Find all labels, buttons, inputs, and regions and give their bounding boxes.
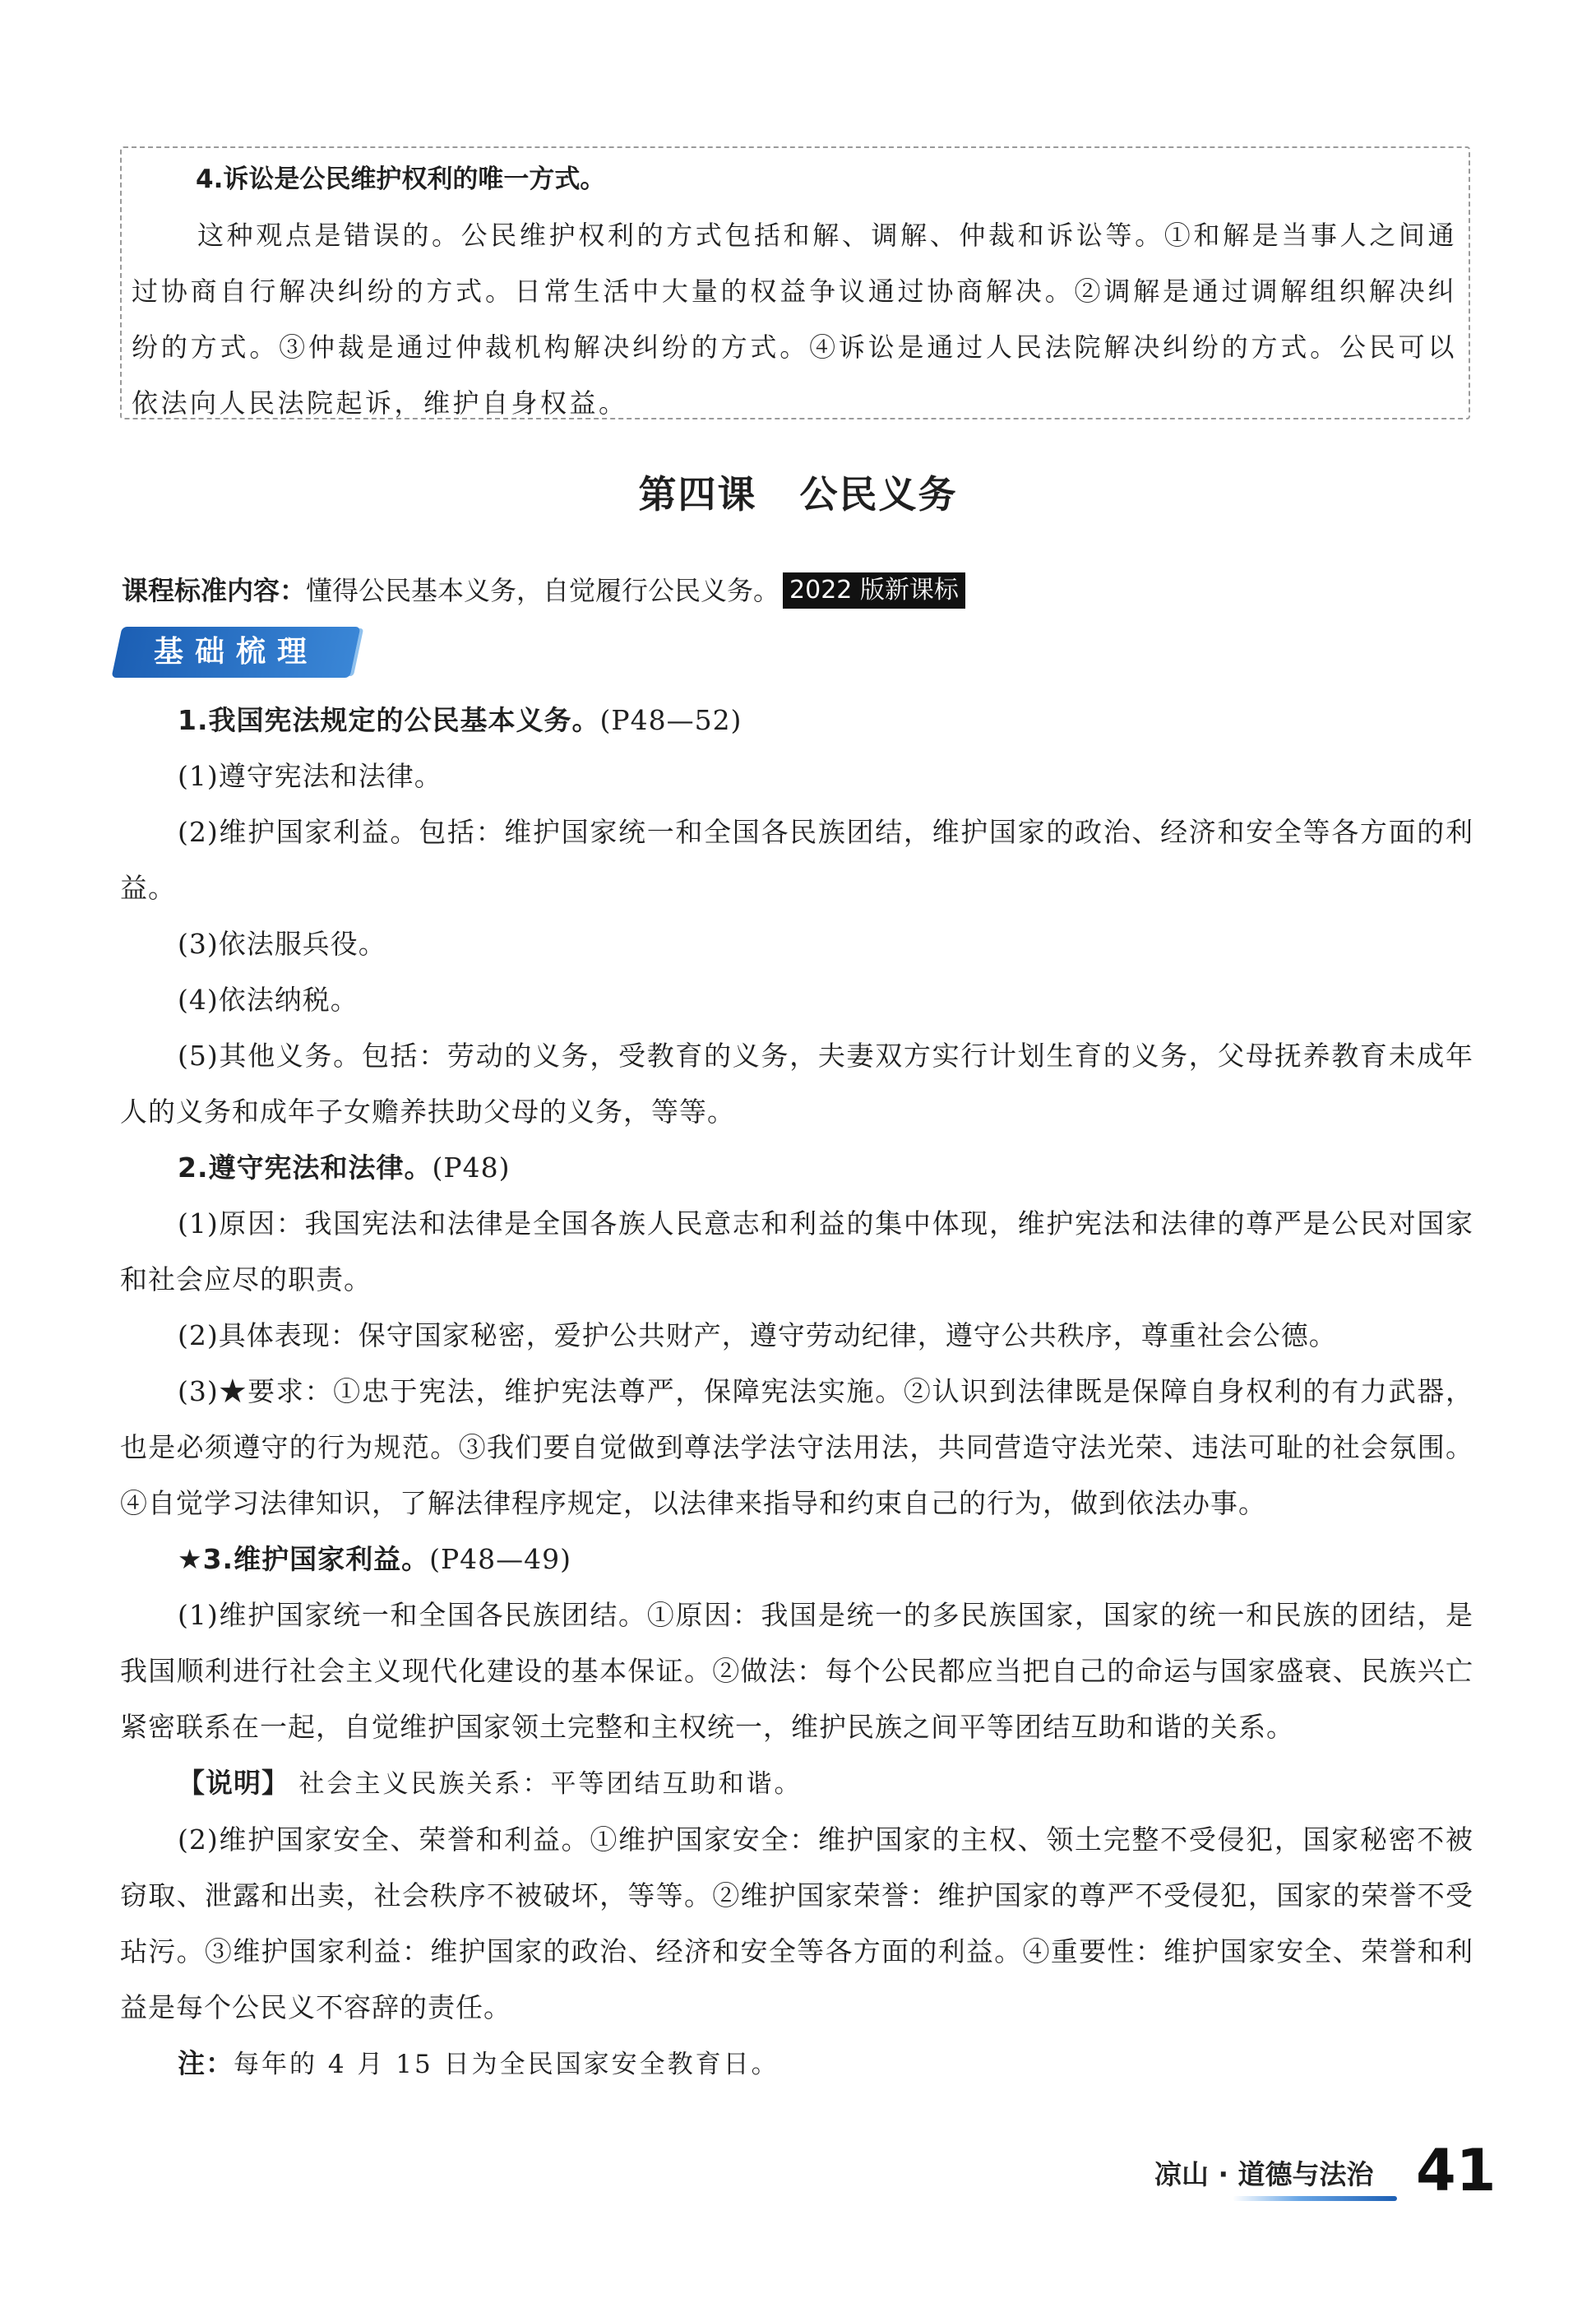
item-1-1: (1)遵守宪法和法律。 xyxy=(178,760,442,792)
page-number: 41 xyxy=(1416,2137,1497,2204)
answer-text: 这种观点是错误的。公民维护权利的方式包括和解、调解、仲裁和诉讼等。①和解是当事人之间通过协商自行解决纠纷的方式。日常生活中大量的权益争议通过协商解决。②调解是通过调解组织解决纠纷的方式。③仲裁是通过仲裁机构解决纠纷的方式。④诉讼是通过人民法院解决纠纷的方式。公民可以依法向人民法院起诉，维护自身权益。 xyxy=(132,220,1457,419)
main-content xyxy=(120,693,1473,2092)
curriculum-standard xyxy=(122,568,965,614)
badge-text: 基础梳理 xyxy=(153,635,318,669)
new-standard-tag: 2022 版新课标 xyxy=(783,572,965,609)
item-1-2: (2)维护国家利益。包括：维护国家统一和全国各民族团结，维护国家的政治、经济和安全等各方面的利益。 xyxy=(120,816,1473,904)
footer-underline xyxy=(1233,2196,1397,2201)
question-title: 4.诉讼是公民维护权利的唯一方式。 xyxy=(196,164,606,194)
item-1-heading: 1.我国宪法规定的公民基本义务。(P48—52) xyxy=(178,704,742,736)
item-3-2: (2)维护国家安全、荣誉和利益。①维护国家安全：维护国家的主权、领土完整不受侵犯，国家秘密不被窃取、泄露和出卖，社会秩序不被破坏，等等。②维护国家荣誉：维护国家的尊严不受侵犯，国家的荣誉不受玷污。③维护国家利益：维护国家的政治、经济和安全等各方面的利益。④重要性：维护国家安全、荣誉和利益是每个公民义不容辞的责任。 xyxy=(120,1823,1473,2023)
footer-text: 凉山 · 道德与法治 xyxy=(1154,2158,1374,2190)
item-2-heading: 2.遵守宪法和法律。(P48) xyxy=(178,1152,511,1184)
section-badge xyxy=(117,627,370,678)
item-2-1: (1)原因：我国宪法和法律是全国各族人民意志和利益的集中体现，维护宪法和法律的尊严是公民对国家和社会应尽的职责。 xyxy=(120,1207,1473,1295)
standard-label: 课程标准内容： xyxy=(122,575,307,606)
item-3-1: (1)维护国家统一和全国各民族团结。①原因：我国是统一的多民族国家，国家的统一和民族的团结，是我国顺利进行社会主义现代化建设的基本保证。②做法：每个公民都应当把自己的命运与国家盛衰、民族兴亡紧密联系在一起，自觉维护国家领土完整和主权统一，维护民族之间平等团结互助和谐的关系。 xyxy=(120,1599,1473,1743)
lesson-name: 公民义务 xyxy=(799,472,958,517)
item-1-3: (3)依法服兵役。 xyxy=(178,928,386,960)
standard-text: 懂得公民基本义务，自觉履行公民义务。 xyxy=(306,575,780,606)
explain-note: 【说明】 社会主义民族关系：平等团结互助和谐。 xyxy=(178,1767,803,1799)
item-1-4: (4)依法纳税。 xyxy=(178,984,359,1016)
footnote: 注：每年的 4 月 15 日为全民国家安全教育日。 xyxy=(178,2047,779,2079)
lesson-number: 第四课 xyxy=(638,472,757,517)
lesson-title xyxy=(0,465,1596,519)
item-2-2: (2)具体表现：保守国家秘密，爱护公共财产，遵守劳动纪律，遵守公共秩序，尊重社会公德。 xyxy=(178,1319,1337,1351)
item-3-heading: ★3.维护国家利益。(P48—49) xyxy=(178,1543,572,1575)
item-1-5: (5)其他义务。包括：劳动的义务，受教育的义务，夫妻双方实行计划生育的义务，父母抚养教育未成年人的义务和成年子女赡养扶助父母的义务，等等。 xyxy=(120,1040,1473,1128)
page-footer xyxy=(1154,2137,1497,2208)
question-answer-box xyxy=(120,146,1470,419)
item-2-3: (3)★要求：①忠于宪法，维护宪法尊严，保障宪法实施。②认识到法律既是保障自身权利的有力武器，也是必须遵守的行为规范。③我们要自觉做到尊法学法守法用法，共同营造守法光荣、违法可耻的社会氛围。④自觉学习法律知识，了解法律程序规定，以法律来指导和约束自己的行为，做到依法办事。 xyxy=(120,1375,1473,1519)
